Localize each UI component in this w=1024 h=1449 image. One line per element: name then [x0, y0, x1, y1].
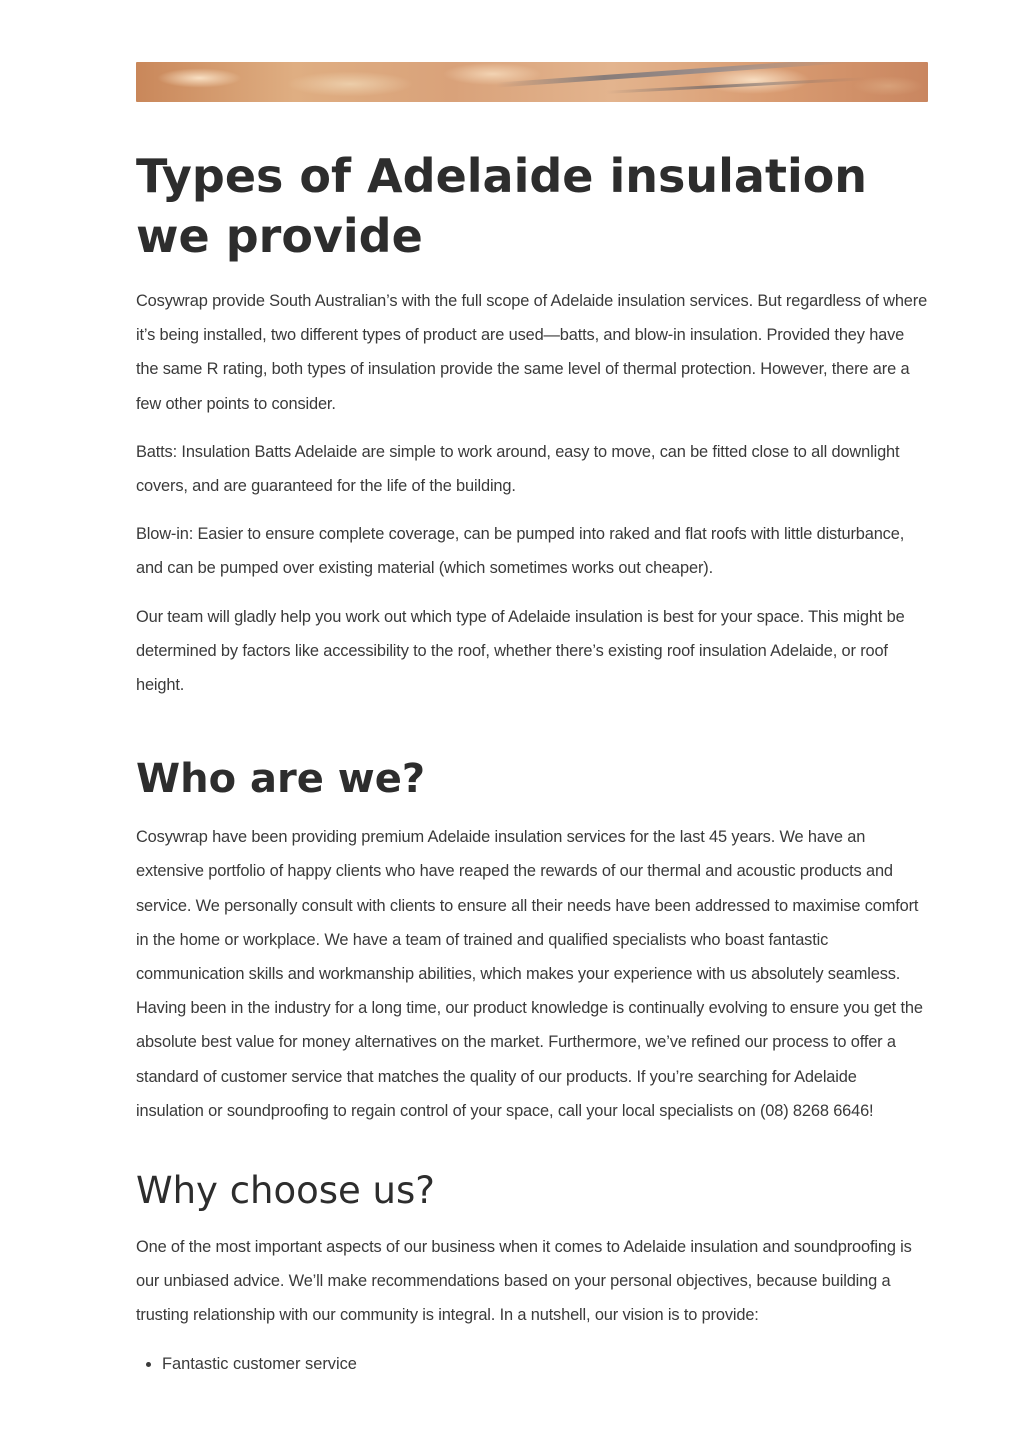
- banner-wire-streak: [496, 62, 855, 88]
- paragraph-blow-in: Blow-in: Easier to ensure complete coverage, can be pumped into raked and flat roofs with little disturbance, and can be pumped over existing material (which sometimes works out cheaper).: [136, 525, 905, 578]
- paragraph-unbiased-advice: One of the most important aspects of our business when it comes to Adelaide insulation and soundproofing is our unbiased advice. We’ll make recommendations based on your personal objectives, because building a trusting relationship with our community is integral. In a nutshell, our vision is to provide:: [136, 1238, 912, 1325]
- insulation-banner-image: [136, 62, 928, 102]
- paragraph-team-help: Our team will gladly help you work out which type of Adelaide insulation is best for your space. This might be determined by factors like accessibility to the roof, whether there’s existing roof insulation Adelaide, or roof height.: [136, 607, 905, 695]
- heading-why-choose-us: Why choose us?: [136, 1169, 435, 1213]
- vision-list: [136, 1347, 928, 1381]
- paragraph-intro: Cosywrap provide South Australian’s with the full scope of Adelaide insulation services. But regardless of where it’s being installed, two different types of product are used—batts, and blow-in insulation. Provided they have the same R rating, both types of insulation provide the same level of thermal protection. However, there are a few other points to consider.: [136, 292, 928, 413]
- banner-wire-streak-secondary: [606, 77, 866, 94]
- paragraph-about-cosywrap: Cosywrap have been providing premium Adelaide insulation services for the last 45 years. We have an extensive portfolio of happy clients who have reaped the rewards of our thermal and acoustic products and service. We personally consult with clients to ensure all their needs have been addressed to maximise comfort in the home or workplace. We have a team of trained and qualified specialists who boast fantastic communication skills and workmanship abilities, which makes your experience with us absolutely seamless. Having been in the industry for a long time, our product knowledge is continually evolving to ensure you get the absolute best value for money alternatives on the market. Furthermore, we’ve refined our process to offer a standard of customer service that matches the quality of our products. If you’re searching for Adelaide insulation or soundproofing to regain control of your space, call your local specialists on (08) 8268 6646!: [136, 828, 923, 1120]
- article-content: [136, 62, 928, 1381]
- heading-types-of-insulation: Types of Adelaide insulation we provide: [136, 149, 868, 263]
- heading-who-are-we: Who are we?: [136, 756, 426, 803]
- paragraph-batts: Batts: Insulation Batts Adelaide are simple to work around, easy to move, can be fitted close to all downlight covers, and are guaranteed for the life of the building.: [136, 442, 900, 496]
- list-item: • Fantastic customer service: [162, 1347, 928, 1381]
